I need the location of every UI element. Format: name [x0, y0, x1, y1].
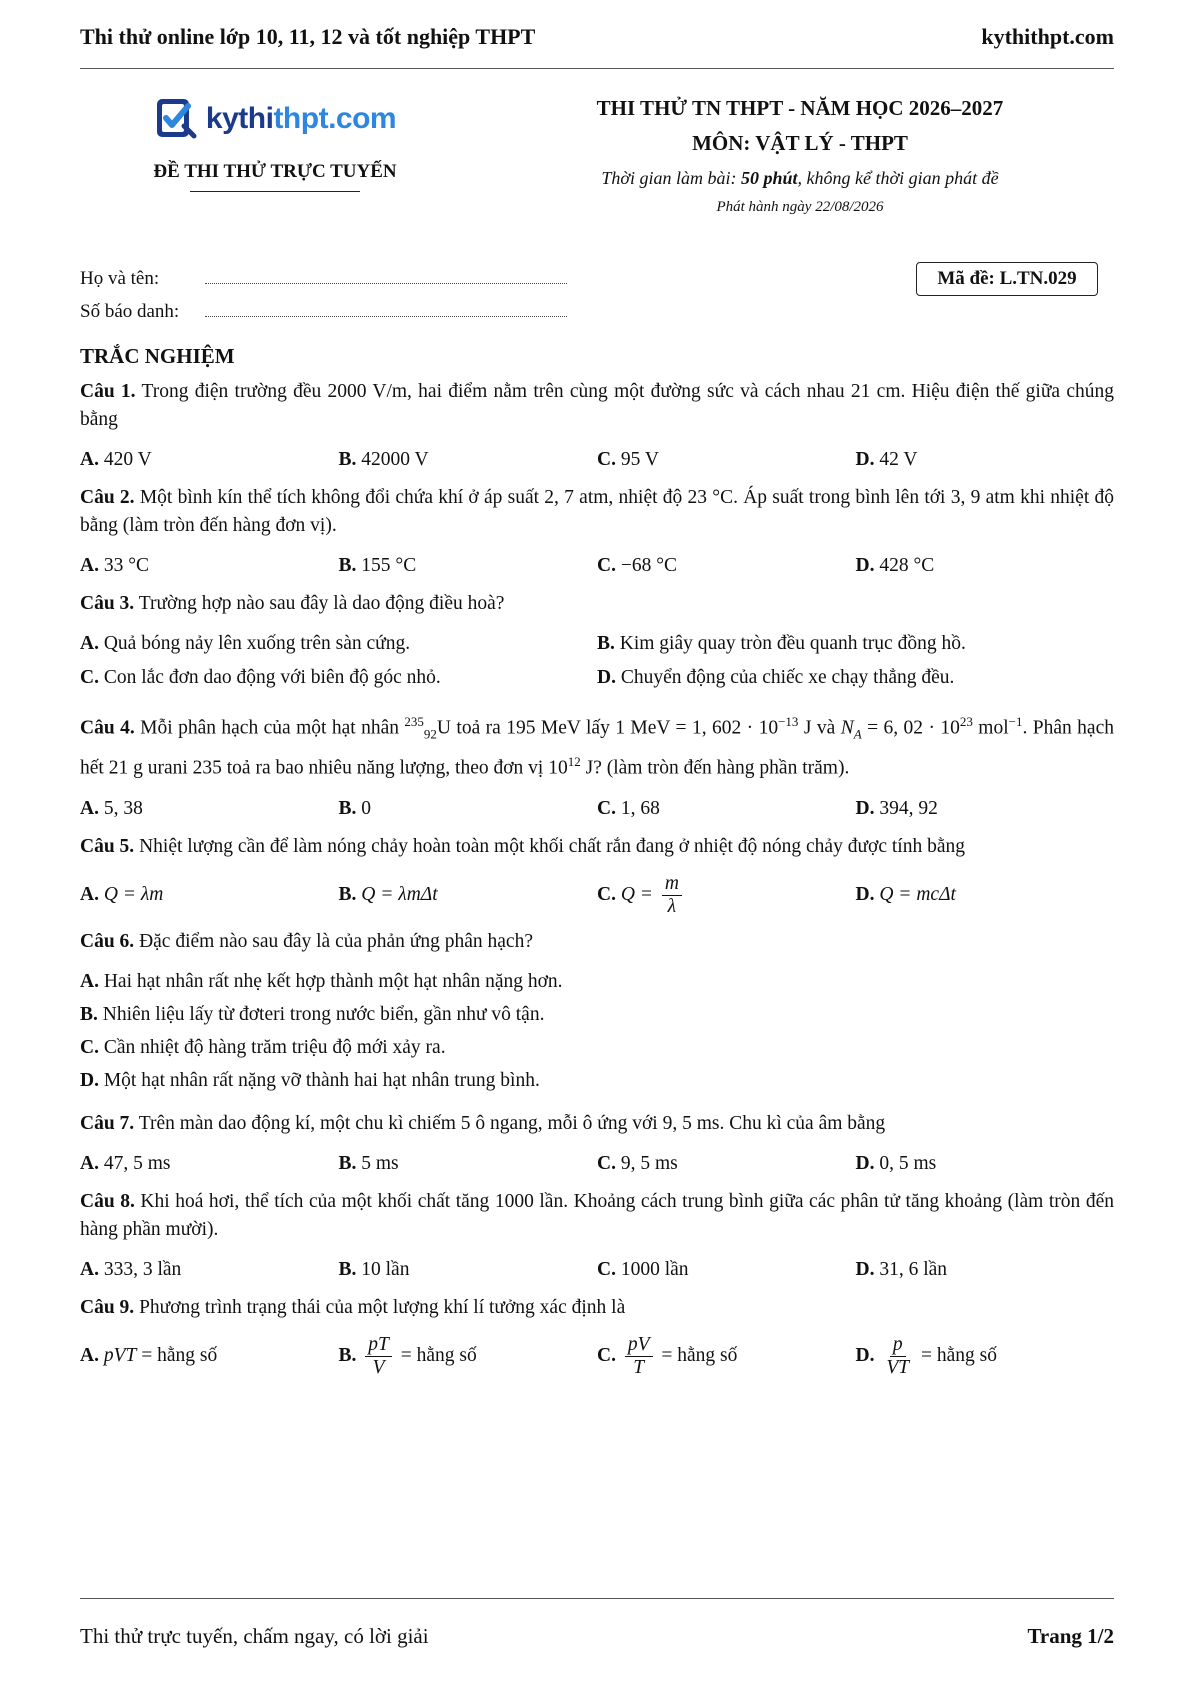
site-logo[interactable]	[154, 96, 396, 142]
option-d[interactable]: D. 0, 5 ms	[855, 1152, 937, 1174]
option-b[interactable]: B. 10 lần	[338, 1258, 410, 1280]
question-list	[80, 378, 1114, 1389]
question-stem: Câu 4. Mỗi phân hạch của một hạt nhân $^{235}_{92}$U toả ra 195 MeV lấy 1 MeV = 1, $602 \cdot 10^{-13}$ J và $N_A = 6$, $02 \cdot 10^{23}$ mol$^{-1}$. Phân hạch hết 21 g urani 235 toả ra bao nhiêu năng lượng, theo đơn vị $10^{12}$ J? (làm tròn đến hàng phần trăm).	[80, 714, 1114, 779]
question-label: Câu 5.	[80, 835, 135, 857]
option-c[interactable]: C. Cần nhiệt độ hàng trăm triệu độ mới xảy ra.	[80, 1036, 446, 1058]
option-b[interactable]: B. 155 °C	[338, 555, 417, 576]
option-c[interactable]: C. −68 °C	[597, 555, 678, 576]
option-a[interactable]: A. 333, 3 lần	[80, 1258, 182, 1280]
option-a[interactable]: A. 47, 5 ms	[80, 1152, 171, 1174]
exam-code-box: Mã đề: L.TN.029	[916, 262, 1098, 296]
online-exam-title: ĐỀ THI THỬ TRỰC TUYẾN	[153, 161, 397, 182]
question-2	[80, 484, 1114, 580]
logo-check-icon	[154, 96, 200, 142]
exam-release-date: Phát hành ngày 22/08/2026	[716, 199, 884, 215]
fraction: $\frac{pV}{T}$	[625, 1334, 653, 1379]
student-info	[80, 262, 567, 328]
question-5	[80, 833, 1114, 918]
logo-text: kythithpt.com	[205, 102, 397, 135]
question-6	[80, 928, 1114, 1100]
option-b[interactable]: B. $\frac{pT}{V}$ = hằng số	[338, 1333, 477, 1378]
option-b[interactable]: B. 42000 V	[338, 449, 429, 470]
question-stem: Nhiệt lượng cần để làm nóng chảy hoàn toàn một khối chất rắn đang ở nhiệt độ nóng chảy được tính bằng	[139, 835, 965, 857]
option-c[interactable]: C. 9, 5 ms	[597, 1152, 678, 1174]
fraction: $\frac{m}{\lambda}$	[662, 873, 682, 918]
exam-title: THI THỬ TN THPT - NĂM HỌC 2026–2027	[596, 96, 1004, 120]
option-b[interactable]: B. 5 ms	[338, 1152, 399, 1174]
question-8	[80, 1188, 1114, 1284]
fraction: $\frac{p}{VT}$	[886, 1333, 910, 1378]
question-label: Câu 7.	[80, 1112, 135, 1134]
option-c[interactable]: C. 95 V	[597, 449, 659, 470]
name-field[interactable]	[205, 269, 567, 284]
option-d[interactable]: D. Chuyển động của chiếc xe chạy thẳng đều.	[597, 667, 955, 688]
question-1	[80, 378, 1114, 474]
option-c[interactable]: C. 1000 lần	[597, 1258, 689, 1280]
question-label: Câu 3.	[80, 593, 135, 614]
option-a[interactable]: A. 420 V	[80, 449, 152, 470]
option-d[interactable]: D. $\frac{p}{VT}$ = hằng số	[855, 1333, 997, 1378]
header-divider	[80, 68, 1114, 69]
question-stem: Phương trình trạng thái của một lượng khí lí tưởng xác định là	[139, 1296, 626, 1318]
option-c[interactable]: C. 1, 68	[597, 797, 660, 819]
exam-info	[540, 96, 1060, 216]
name-label: Họ và tên:	[80, 268, 160, 289]
option-a[interactable]: A. pVT = hằng số	[80, 1345, 218, 1367]
option-d[interactable]: D. Một hạt nhân rất nặng vỡ thành hai hạt nhân trung bình.	[80, 1069, 540, 1091]
question-label: Câu 1.	[80, 381, 136, 402]
option-b[interactable]: B. Kim giây quay tròn đều quanh trục đồng hồ.	[597, 633, 966, 654]
option-c[interactable]: C. $\frac{pV}{T}$ = hằng số	[597, 1333, 738, 1378]
fraction: $\frac{pT}{V}$	[365, 1334, 392, 1379]
question-9	[80, 1294, 1114, 1379]
question-label: Câu 4.	[80, 717, 135, 739]
option-d[interactable]: D. 428 °C	[855, 555, 935, 576]
footer-divider	[80, 1598, 1114, 1599]
option-b[interactable]: B. Nhiên liệu lấy từ đơteri trong nước biển, gần như vô tận.	[80, 1003, 545, 1025]
option-d[interactable]: D. 42 V	[855, 449, 918, 470]
option-b[interactable]: B. 0	[338, 797, 372, 819]
option-a[interactable]: A. Hai hạt nhân rất nhẹ kết hợp thành một hạt nhân nặng hơn.	[80, 970, 563, 992]
option-d[interactable]: D. Q = mcΔt	[855, 884, 956, 906]
title-underline	[190, 191, 360, 192]
section-title: TRẮC NGHIỆM	[80, 344, 235, 368]
top-header	[80, 24, 1114, 54]
header-site[interactable]: kythithpt.com	[981, 24, 1114, 49]
question-stem: Khi hoá hơi, thể tích của một khối chất tăng 1000 lần. Khoảng cách trung bình giữa các phân tử tăng khoảng (làm tròn đến hàng phần mười).	[80, 1190, 1115, 1240]
question-stem: Trường hợp nào sau đây là dao động điều hoà?	[138, 593, 505, 614]
option-c[interactable]: C. Con lắc đơn dao động với biên độ góc nhỏ.	[80, 667, 441, 688]
option-a[interactable]: A. 5, 38	[80, 797, 143, 819]
option-c[interactable]: C. Q = $\frac{m}{\lambda}$	[597, 873, 856, 918]
exam-time: Thời gian làm bài: 50 phút, không kể thời gian phát đề	[601, 168, 999, 188]
question-label: Câu 2.	[80, 487, 135, 508]
question-stem: Đặc điểm nào sau đây là của phản ứng phân hạch?	[139, 930, 533, 952]
exam-page	[80, 0, 1114, 1684]
student-id-label: Số báo danh:	[80, 301, 180, 322]
option-d[interactable]: D. 394, 92	[855, 797, 938, 819]
option-d[interactable]: D. 31, 6 lần	[855, 1258, 948, 1280]
logo-block	[80, 96, 470, 192]
question-stem: Trên màn dao động kí, một chu kì chiếm 5 ô ngang, mỗi ô ứng với 9, 5 ms. Chu kì của âm bằng	[138, 1112, 886, 1134]
question-3	[80, 590, 1114, 698]
option-a[interactable]: A. 33 °C	[80, 555, 150, 576]
question-stem: Một bình kín thể tích không đổi chứa khí ở áp suất 2, 7 atm, nhiệt độ 23 °C. Áp suất trong bình lên tới 3, 9 atm khi nhiệt độ bằng (làm tròn đến hàng đơn vị).	[80, 487, 1114, 536]
student-id-field[interactable]	[205, 302, 567, 317]
page-number: Trang 1/2	[1027, 1624, 1114, 1648]
exam-subject: MÔN: VẬT LÝ - THPT	[692, 131, 908, 155]
question-label: Câu 9.	[80, 1296, 135, 1318]
question-stem: Trong điện trường đều 2000 V/m, hai điểm nằm trên cùng một đường sức và cách nhau 21 cm. Hiệu điện thế giữa chúng bằng	[80, 381, 1114, 430]
footer-text: Thi thử trực tuyến, chấm ngay, có lời giải	[80, 1624, 429, 1648]
option-b[interactable]: B. Q = λmΔt	[338, 884, 438, 906]
option-a[interactable]: A. Q = λm	[80, 884, 164, 906]
question-7	[80, 1110, 1114, 1178]
question-label: Câu 6.	[80, 930, 135, 952]
question-4	[80, 708, 1114, 823]
option-a[interactable]: A. Quả bóng nảy lên xuống trên sàn cứng.	[80, 633, 411, 654]
question-label: Câu 8.	[80, 1190, 135, 1212]
header-title: Thi thử online lớp 10, 11, 12 và tốt nghiệp THPT	[80, 24, 536, 49]
